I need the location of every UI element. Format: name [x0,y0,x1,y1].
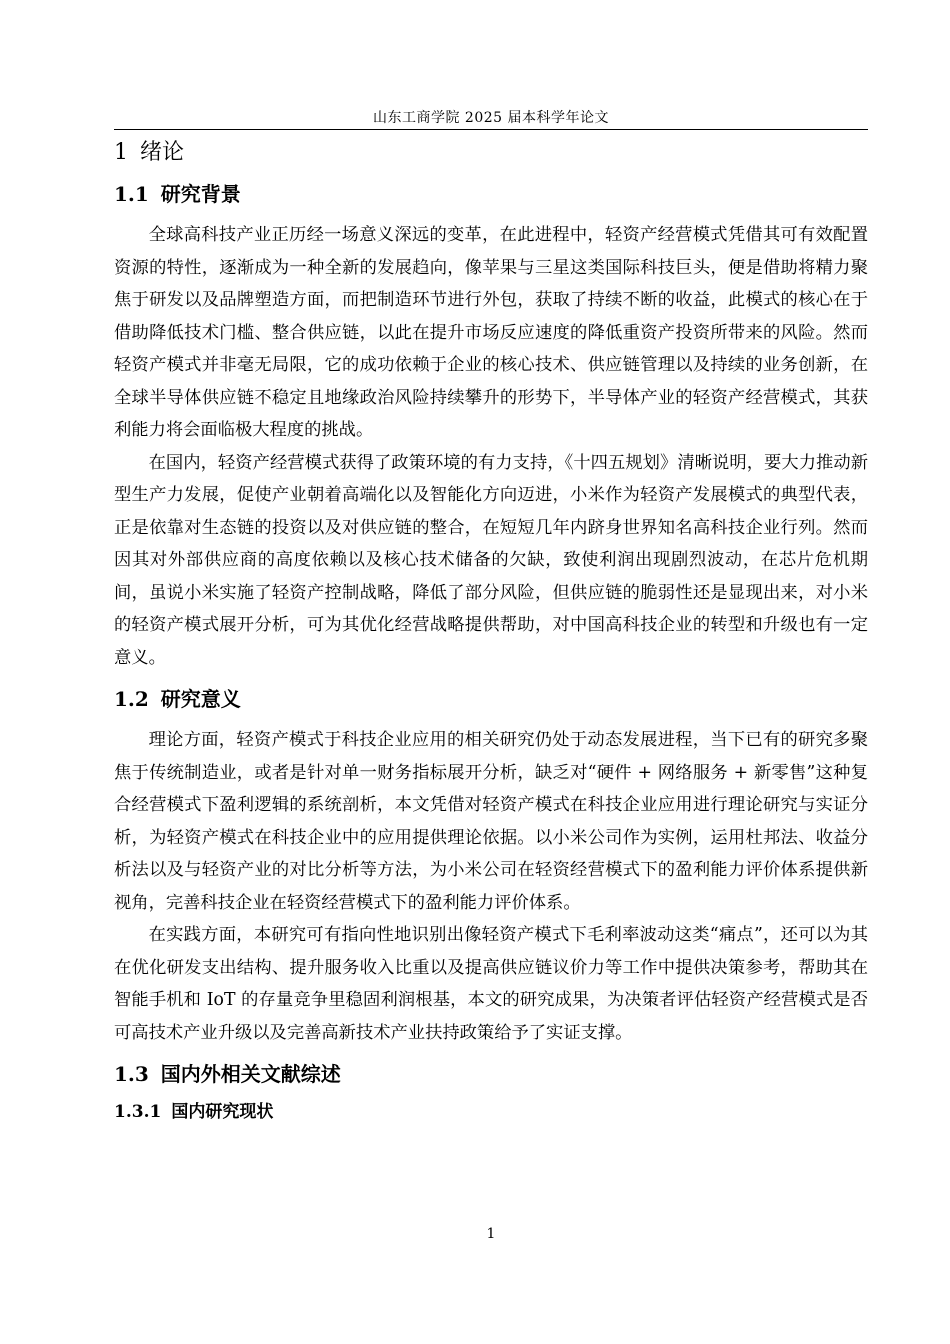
header-rule [114,129,868,130]
section-number: 1.1 [114,182,149,206]
subsection-heading-1-3-1 [114,1099,868,1125]
running-header: 山东工商学院 2025 届本科学年论文 [372,110,610,126]
page-number: 1 [486,1226,496,1242]
paragraph: 理论方面，轻资产模式于科技企业应用的相关研究仍处于动态发展进程，当下已有的研究多聚焦于传统制造业，或者是针对单一财务指标展开分析，缺乏对“硬件 + 网络服务 + 新零售”这种复合经营模式下盈利逻辑的系统剖析，本文凭借对轻资产模式在科技企业应用进行理论研究与实证分析，为轻资产模式在科技企业中的应用提供理论依据。以小米公司作为实例，运用杜邦法、收益分析法以及与轻资产业的对比分析等方法，为小米公司在轻资经营模式下的盈利能力评价体系提供新视角，完善科技企业在轻资经营模式下的盈利能力评价体系。 [114,730,868,913]
subsection-title: 国内研究现状 [171,1102,274,1122]
section-heading-1-3 [114,1059,868,1089]
subsection-number: 1.3.1 [114,1102,162,1122]
section-title: 国内外相关文献综述 [160,1062,341,1086]
section-heading-1-2 [114,684,868,714]
section-title: 研究意义 [160,687,241,711]
section-heading-1-1 [114,179,868,209]
section-number: 1.2 [114,687,149,711]
chapter-title: 绪论 [140,140,185,165]
page-body [114,136,868,1125]
chapter-number: 1 [114,140,128,165]
paragraph: 在国内，轻资产经营模式获得了政策环境的有力支持，《十四五规划》清晰说明，要大力推动新型生产力发展，促使产业朝着高端化以及智能化方向迈进，小米作为轻资产发展模式的典型代表，正是依靠对生态链的投资以及对供应链的整合，在短短几年内跻身世界知名高科技企业行列。然而因其对外部供应商的高度依赖以及核心技术储备的欠缺，致使利润出现剧烈波动，在芯片危机期间，虽说小米实施了轻资产控制战略，降低了部分风险，但供应链的脆弱性还是显现出来，对小米的轻资产模式展开分析，可为其优化经营战略提供帮助，对中国高科技企业的转型和升级也有一定意义。 [114,452,868,668]
section-title: 研究背景 [160,182,241,206]
section-number: 1.3 [114,1062,149,1086]
chapter-heading [114,136,868,170]
paragraph: 全球高科技产业正历经一场意义深远的变革，在此进程中，轻资产经营模式凭借其可有效配置资源的特性，逐渐成为一种全新的发展趋向，像苹果与三星这类国际科技巨头，便是借助将精力聚焦于研发以及品牌塑造方面，而把制造环节进行外包，获取了持续不断的收益，此模式的核心在于借助降低技术门槛、整合供应链，以此在提升市场反应速度的降低重资产投资所带来的风险。然而轻资产模式并非毫无局限，它的成功依赖于企业的核心技术、供应链管理以及持续的业务创新，在全球半导体供应链不稳定且地缘政治风险持续攀升的形势下，半导体产业的轻资产经营模式，其获利能力将会面临极大程度的挑战。 [114,225,868,440]
paragraph: 在实践方面，本研究可有指向性地识别出像轻资产模式下毛利率波动这类“痛点”，还可以为其在优化研发支出结构、提升服务收入比重以及提高供应链议价力等工作中提供决策参考，帮助其在智能手机和 IoT 的存量竞争里稳固利润根基，本文的研究成果，为决策者评估轻资产经营模式是否可高技术产业升级以及完善高新技术产业扶持政策给予了实证支撑。 [114,925,868,1043]
